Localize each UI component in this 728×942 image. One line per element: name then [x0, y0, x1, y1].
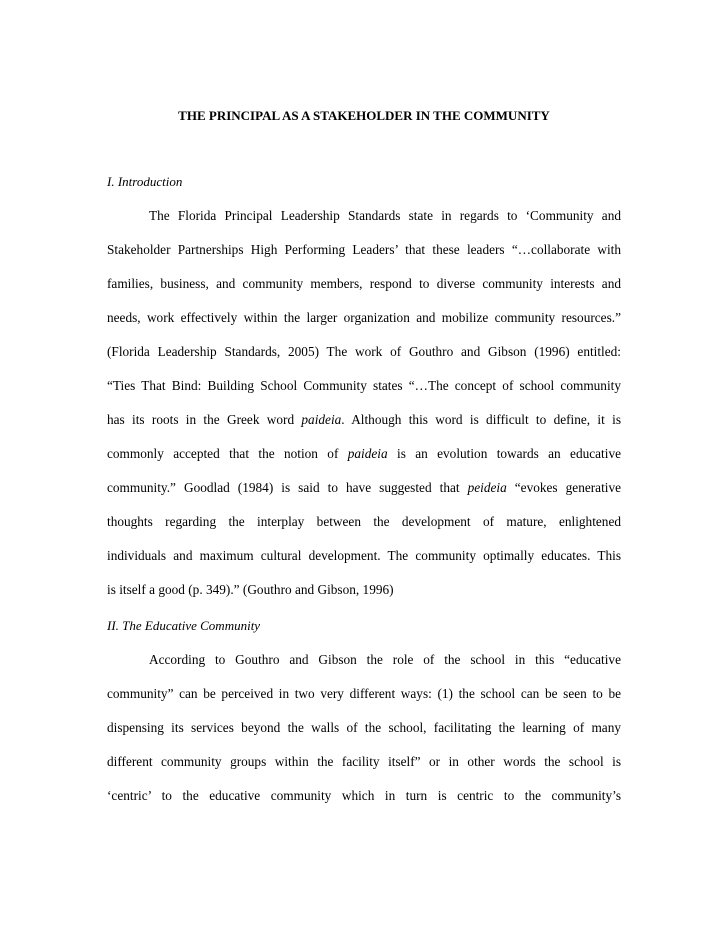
italic-term: peideia: [467, 480, 507, 495]
italic-term: paideia: [301, 412, 342, 427]
italic-term: paideia: [347, 446, 388, 461]
paragraph-line: individuals and maximum cultural development. The community optimally educates. This: [107, 548, 621, 563]
paragraph-line: (Florida Leadership Standards, 2005) The work of Gouthro and Gibson (1996) entitled:: [107, 344, 621, 359]
paragraph-line: According to Gouthro and Gibson the role of the school in this “educative: [149, 652, 621, 667]
section-heading-introduction: I. Introduction: [107, 174, 183, 189]
paragraph-line: dispensing its services beyond the walls of the school, facilitating the learning of many: [107, 720, 621, 735]
paragraph-line: different community groups within the facility itself” or in other words the school is: [107, 754, 621, 769]
paragraph-line: ‘centric’ to the educative community which in turn is centric to the community’s: [107, 788, 621, 803]
paragraph-line: thoughts regarding the interplay between the development of mature, enlightened: [107, 514, 621, 529]
paragraph-line: has its roots in the Greek word paideia. Although this word is difficult to define, it is: [107, 412, 621, 427]
paragraph-line: community” can be perceived in two very different ways: (1) the school can be seen to be: [107, 686, 621, 701]
paragraph-line: community.” Goodlad (1984) is said to have suggested that peideia “evokes generative: [107, 480, 621, 495]
paragraph-line: families, business, and community members, respond to diverse community interests and: [107, 276, 621, 291]
paragraph-line: commonly accepted that the notion of paideia is an evolution towards an educative: [107, 446, 621, 461]
paragraph-line: Stakeholder Partnerships High Performing Leaders’ that these leaders “…collaborate with: [107, 242, 621, 257]
paragraph-line: needs, work effectively within the larger organization and mobilize community resources.”: [107, 310, 621, 325]
paragraph-line: is itself a good (p. 349).” (Gouthro and Gibson, 1996): [107, 582, 394, 597]
paragraph-line: The Florida Principal Leadership Standards state in regards to ‘Community and: [149, 208, 621, 223]
paragraph-line: “Ties That Bind: Building School Community states “…The concept of school community: [107, 378, 621, 393]
document-title: THE PRINCIPAL AS A STAKEHOLDER IN THE COMMUNITY: [178, 108, 550, 123]
section-heading-educative-community: II. The Educative Community: [107, 618, 261, 633]
